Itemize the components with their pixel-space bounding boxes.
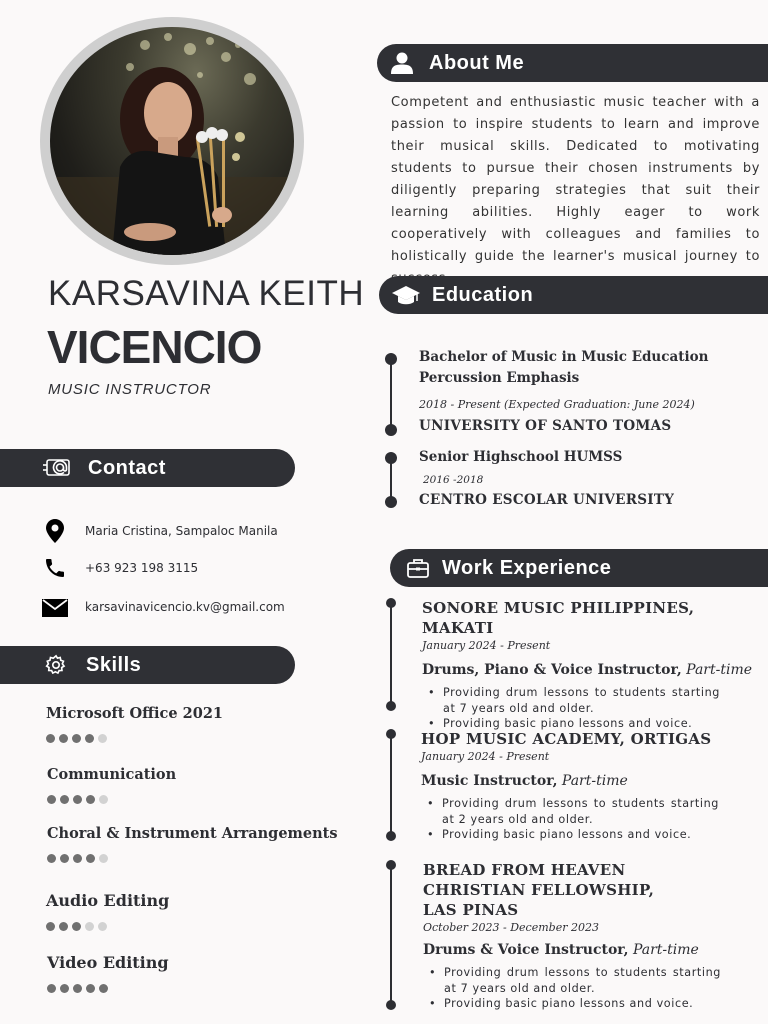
timeline-dot [386, 729, 396, 739]
skill-dot [46, 922, 55, 931]
skill-dot [99, 984, 108, 993]
job-dates: January 2024 - Present [422, 639, 551, 652]
contact-email [42, 596, 285, 620]
skill-item [47, 825, 338, 863]
degree-dates: 2016 -2018 [423, 474, 484, 486]
skill-name: Audio Editing [46, 891, 170, 910]
skill-dot [47, 795, 56, 804]
duty-item: • Providing drum lessons to students starting at 7 years old and older. [429, 965, 721, 996]
job-type: Part-time [632, 942, 699, 958]
school-name: CENTRO ESCOLAR UNIVERSITY [419, 492, 675, 508]
contact-address [42, 519, 278, 543]
gear-icon [44, 654, 68, 676]
company-name: HOP MUSIC ACADEMY, ORTIGAS [421, 730, 712, 748]
timeline-dot [386, 1000, 396, 1010]
skill-name: Communication [47, 766, 177, 783]
skill-dot [46, 734, 55, 743]
about-header [377, 44, 768, 82]
briefcase-icon [406, 558, 430, 578]
school-name: UNIVERSITY OF SANTO TOMAS [419, 418, 672, 434]
last-name: VICENCIO [47, 321, 262, 373]
first-name: KARSAVINA KEITH [48, 274, 365, 313]
skill-dot [99, 854, 108, 863]
work-header [390, 549, 768, 587]
job-entry [423, 860, 763, 1012]
skill-item [47, 766, 176, 804]
about-text: Competent and enthusiastic music teacher with a passion to inspire students to learn and improve their musical skills. Dedicated to motivating students to pursue their chosen instruments by diligently preparing strategies that suit their learning abilities. Highly eager to work cooperatively with colleagues and families to holistically guide the learner's musical journey to [391, 95, 760, 264]
skill-dot [60, 795, 69, 804]
email-text[interactable]: karsavinavicencio.kv@gmail.com [85, 600, 285, 614]
skill-dot [73, 795, 82, 804]
skill-dot [47, 984, 56, 993]
work-title: Work Experience [442, 556, 612, 579]
job-type: Part-time [561, 773, 628, 789]
skill-dot [73, 984, 82, 993]
work-timeline [390, 865, 392, 1005]
skill-name: Video Editing [47, 953, 169, 972]
skill-dot [73, 854, 82, 863]
timeline-dot [385, 452, 397, 464]
job-dates: January 2024 - Present [421, 750, 550, 763]
duty-item: • Providing drum lessons to students starting at 7 years old and older. [428, 685, 720, 716]
skill-name: Choral & Instrument Arrangements [47, 825, 338, 842]
degree-title: Bachelor of Music in Music Education [419, 349, 709, 365]
skill-level [47, 795, 176, 804]
skill-dot [47, 854, 56, 863]
job-duties [429, 965, 763, 1012]
skill-dot [85, 922, 94, 931]
job-type: Part-time [686, 662, 753, 678]
duty-item: • Providing basic piano lessons and voice. [428, 716, 720, 732]
skill-dot [85, 734, 94, 743]
duty-item: • Providing drum lessons to students starting at 2 years old and older. [427, 796, 719, 827]
map-pin-icon [42, 519, 68, 543]
skill-dot [86, 854, 95, 863]
skills-header [0, 646, 295, 684]
job-title-text: Drums & Voice Instructor, [423, 942, 629, 958]
skill-dot [72, 922, 81, 931]
timeline-dot [386, 831, 396, 841]
job-title [423, 942, 763, 958]
skill-dot [99, 795, 108, 804]
duty-item: • Providing basic piano lessons and voice. [427, 827, 719, 843]
skill-dot [60, 984, 69, 993]
timeline-dot [385, 496, 397, 508]
skill-level [46, 922, 169, 931]
skill-dot [72, 734, 81, 743]
degree-dates: 2018 - Present (Expected Graduation: June 2024) [419, 398, 695, 411]
job-title [421, 773, 761, 789]
skill-dot [98, 734, 107, 743]
address-text: Maria Cristina, Sampaloc Manila [85, 524, 278, 538]
job-entry [421, 729, 761, 843]
education-title: Education [432, 283, 534, 306]
timeline-dot [386, 598, 396, 608]
graduation-cap-icon [392, 284, 420, 306]
job-duties [427, 796, 761, 843]
envelope-icon [42, 596, 68, 620]
company-name-line: BREAD FROM HEAVEN [423, 861, 626, 879]
degree-emphasis: Percussion Emphasis [419, 370, 580, 386]
contact-phone [42, 556, 199, 580]
phone-text[interactable]: +63 923 198 3115 [85, 561, 199, 575]
duty-item: • Providing basic piano lessons and voice. [429, 996, 721, 1012]
job-duties [428, 685, 762, 732]
skill-level [47, 854, 338, 863]
job-title-text: Music Instructor, [421, 773, 558, 789]
job-title [422, 662, 762, 678]
skill-item [46, 705, 223, 743]
skill-level [46, 734, 223, 743]
work-timeline [390, 603, 392, 706]
education-timeline [390, 360, 392, 430]
skill-dot [86, 984, 95, 993]
skills-title: Skills [86, 653, 142, 676]
contact-card-icon [42, 457, 78, 479]
skill-dot [59, 734, 68, 743]
company-name-line: LAS PINAS [423, 901, 519, 919]
company-name: SONORE MUSIC PHILIPPINES, MAKATI [422, 599, 695, 637]
skill-item [47, 953, 169, 993]
skill-dot [59, 922, 68, 931]
skill-level [47, 984, 169, 993]
job-dates: October 2023 - December 2023 [423, 921, 599, 934]
job-role: MUSIC INSTRUCTOR [48, 381, 212, 398]
timeline-dot [386, 860, 396, 870]
work-timeline [390, 734, 392, 836]
timeline-dot [385, 353, 397, 365]
contact-header [0, 449, 295, 487]
skill-dot [60, 854, 69, 863]
user-icon [390, 52, 414, 74]
job-title-text: Drums, Piano & Voice Instructor, [422, 662, 682, 678]
timeline-dot [385, 424, 397, 436]
education-header [379, 276, 768, 314]
timeline-dot [386, 701, 396, 711]
degree-title: Senior Highschool HUMSS [419, 449, 623, 465]
phone-icon [42, 556, 68, 580]
company-name-line: CHRISTIAN FELLOWSHIP, [423, 881, 655, 899]
skill-item [46, 891, 169, 931]
skill-dot [86, 795, 95, 804]
skill-name: Microsoft Office 2021 [46, 705, 224, 722]
job-entry [422, 598, 762, 732]
skill-dot [98, 922, 107, 931]
about-title: About Me [429, 51, 525, 74]
profile-photo [50, 27, 294, 255]
contact-title: Contact [88, 456, 166, 479]
